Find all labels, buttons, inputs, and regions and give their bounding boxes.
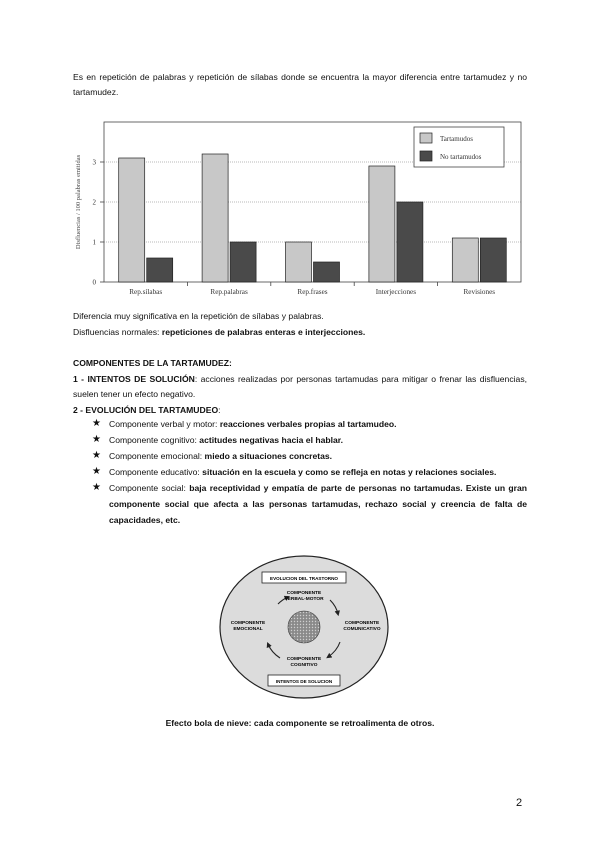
bar	[119, 158, 145, 282]
y-tick-label: 3	[92, 158, 96, 167]
bar	[230, 242, 256, 282]
star-icon: ★	[92, 434, 101, 445]
diagram-caption: Efecto bola de nieve: cada componente se retroalimenta de otros.	[165, 718, 435, 728]
components-heading: COMPONENTES DE LA TARTAMUDEZ:	[73, 358, 232, 368]
star-icon: ★	[92, 482, 101, 493]
bullet-label: Componente verbal y motor:	[109, 419, 220, 429]
y-tick-label: 0	[92, 278, 96, 287]
bar	[452, 238, 478, 282]
bullet-value: baja receptividad y empatía de parte de personas no tartamudas. Existe un gran componente social que afecta a las personas tartamudas, rechazo social y creencia de falta de capacidades, etc.	[109, 483, 527, 525]
star-icon: ★	[92, 450, 101, 461]
y-axis-label: Disfluencias / 100 palabras emitidas	[75, 154, 82, 250]
item-1-text: : acciones realizadas por personas tartamudas para mitigar o frenar las disfluencias, suelen tener un efecto negativo.	[73, 373, 527, 399]
snowball-diagram-svg	[218, 554, 390, 700]
list-item	[92, 416, 527, 432]
bar	[480, 238, 506, 282]
x-tick-label: Revisiones	[463, 288, 496, 296]
intro-paragraph: Es en repetición de palabras y repetición de sílabas donde se encuentra la mayor diferencia entre tartamudez y no tartamudez.	[73, 72, 527, 97]
item-1-label: 1 - INTENTOS DE SOLUCIÓN	[73, 373, 195, 384]
legend-swatch	[420, 151, 432, 161]
disfluency-bar-chart	[73, 118, 527, 304]
bar	[369, 166, 395, 282]
list-item	[92, 448, 527, 464]
bar	[147, 258, 173, 282]
bar	[397, 202, 423, 282]
bar	[314, 262, 340, 282]
chart-notes	[73, 308, 527, 340]
bar	[286, 242, 312, 282]
components-section	[73, 356, 527, 418]
bullet-value: actitudes negativas hacia el hablar.	[199, 435, 344, 445]
item-1	[73, 372, 527, 403]
x-tick-label: Rep.sílabas	[129, 288, 163, 296]
bar	[202, 154, 228, 282]
right-component-line1: COMPONENTE	[344, 621, 380, 626]
bullet-value: situación en la escuela y como se refleja en notas y relaciones sociales.	[202, 467, 497, 477]
legend-label: Tartamudos	[440, 135, 473, 143]
bottom-component-line2: COGNITIVO	[290, 663, 318, 668]
x-tick-label: Rep.frases	[297, 288, 328, 296]
snowball-diagram	[218, 554, 390, 700]
top-box-text: EVOLUCION DEL TRASTORNO	[270, 576, 338, 581]
list-item	[92, 480, 527, 528]
bottom-box-text: INTENTOS DE SOLUCION	[275, 679, 333, 684]
item-2-colon: :	[218, 404, 221, 415]
normal-disfluencies-value: repeticiones de palabras enteras e interjecciones.	[161, 327, 366, 337]
bullet-value: reacciones verbales propias al tartamudeo.	[219, 419, 397, 429]
center-circle	[288, 611, 320, 643]
top-component-line2: VERBAL-MOTOR	[284, 597, 324, 602]
left-component-line2: EMOCIONAL	[233, 627, 263, 632]
right-component-line2: COMUNICATIVO	[343, 627, 381, 632]
x-tick-label: Interjecciones	[375, 288, 417, 296]
y-tick-label: 2	[92, 198, 96, 207]
component-list	[92, 416, 527, 528]
list-item	[92, 432, 527, 448]
normal-disfluencies-label: Disfluencias normales:	[73, 327, 162, 337]
legend-label: No tartamudos	[440, 153, 482, 161]
list-item	[92, 464, 527, 480]
bullet-label: Componente educativo:	[109, 467, 203, 477]
top-component-line1: COMPONENTE	[286, 591, 322, 596]
item-2-label: 2 - EVOLUCIÓN DEL TARTAMUDEO	[73, 404, 219, 415]
page-number: 2	[516, 797, 523, 809]
x-tick-label: Rep.palabras	[210, 288, 248, 296]
difference-note: Diferencia muy significativa en la repetición de sílabas y palabras.	[73, 311, 324, 321]
normal-disfluencies-note	[73, 324, 527, 340]
y-tick-label: 1	[92, 238, 96, 247]
legend-swatch	[420, 133, 432, 143]
bullet-label: Componente emocional:	[109, 451, 205, 461]
chart-svg	[73, 118, 527, 304]
bullet-label: Componente social:	[109, 483, 190, 493]
star-icon: ★	[92, 418, 101, 429]
left-component-line1: COMPONENTE	[230, 621, 266, 626]
bullet-value: miedo a situaciones concretas.	[204, 451, 333, 461]
bullet-label: Componente cognitivo:	[109, 435, 200, 445]
star-icon: ★	[92, 466, 101, 477]
bottom-component-line1: COMPONENTE	[286, 657, 322, 662]
